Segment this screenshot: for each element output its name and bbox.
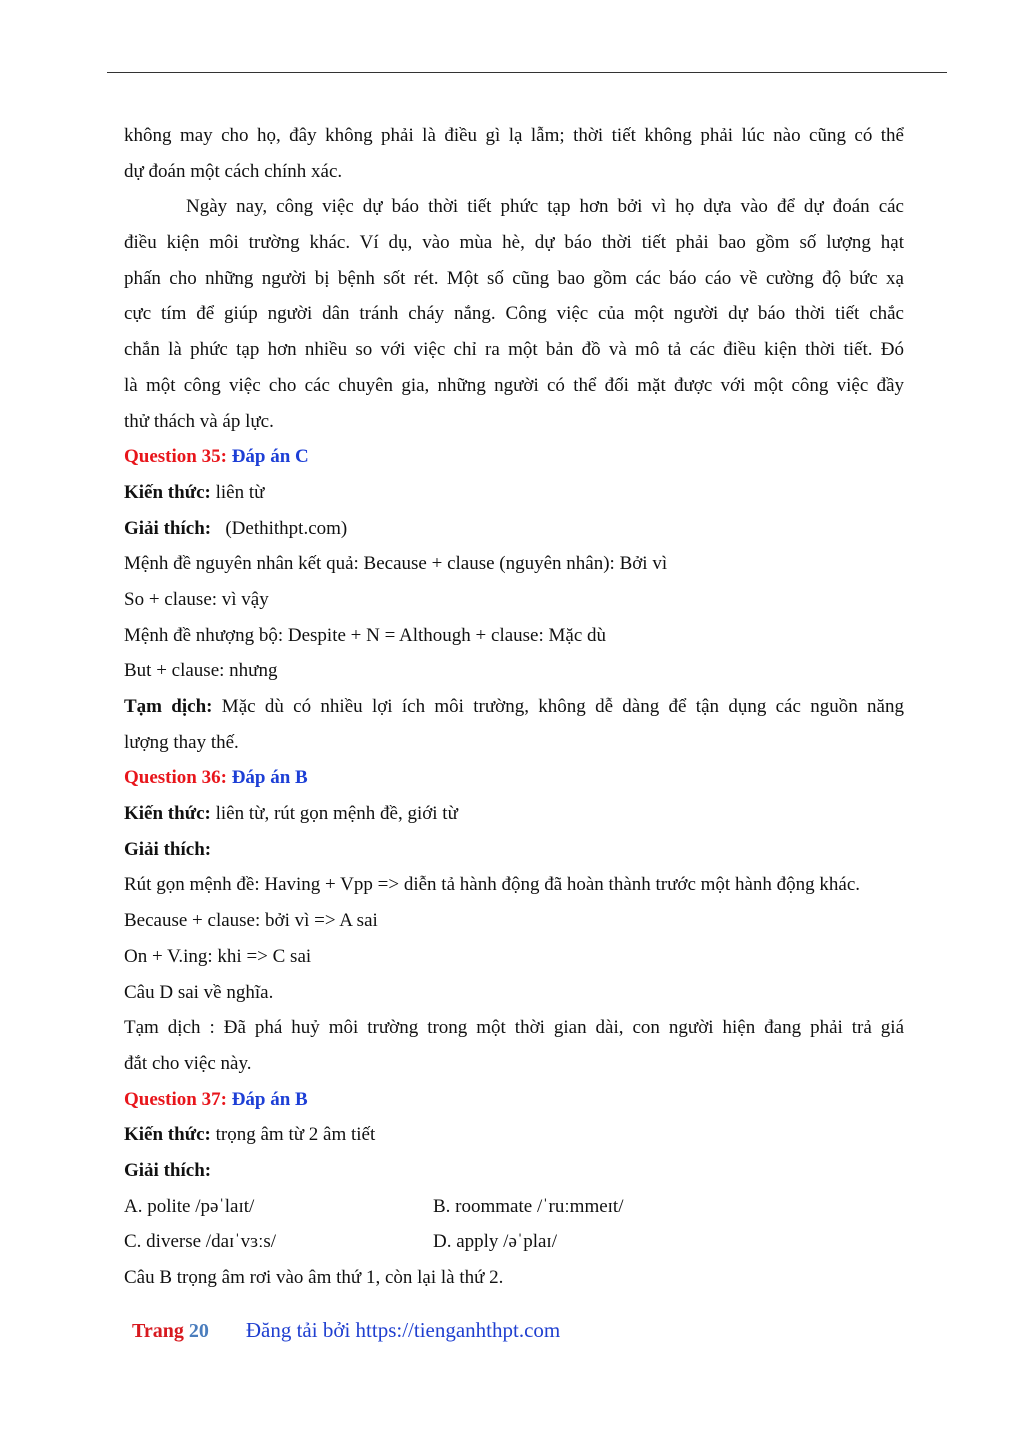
text-line: So + clause: vì vậy	[124, 588, 269, 610]
knowledge-line	[124, 475, 904, 511]
text-line: Mệnh đề nguyên nhân kết quả: Because + clause (nguyên nhân): Bởi vì	[124, 553, 668, 575]
text-line: dự đoán một cách chính xác.	[124, 160, 343, 182]
text-line: Ngày nay, công việc dự báo thời tiết phức tạp hơn bởi vì họ dựa vào để dự đoán các	[186, 196, 904, 218]
page-label: Trang	[132, 1320, 184, 1342]
answer-label: Đáp án B	[231, 767, 308, 789]
knowledge-line	[124, 1117, 904, 1153]
options-row	[124, 1189, 904, 1225]
knowledge-value: liên từ, rút gọn mệnh đề, giới từ	[215, 803, 458, 825]
conclusion-line: Câu B trọng âm rơi vào âm thứ 1, còn lại là thứ 2.	[124, 1267, 504, 1288]
text-line: là một công việc cho các chuyên gia, những người có thể đối mặt được với một công việc đầy	[124, 374, 904, 396]
text-line: But + clause: nhưng	[124, 660, 278, 682]
text-line: Mệnh đề nhượng bộ: Despite + N = Although + clause: Mặc dù	[124, 624, 607, 646]
option-a: A. polite /pəˈlaɪt/	[124, 1195, 255, 1217]
translation-label: Tạm dịch:	[124, 696, 213, 717]
knowledge-label: Kiến thức:	[124, 481, 211, 503]
question-heading-35	[124, 439, 904, 475]
text-line: đắt cho việc này.	[124, 1052, 252, 1074]
knowledge-line	[124, 796, 904, 832]
option-c: C. diverse /daɪˈvɜːs/	[124, 1231, 277, 1253]
explain-line	[124, 832, 904, 868]
explain-note: (Dethithpt.com)	[225, 517, 348, 539]
text-line: Câu D sai về nghĩa.	[124, 981, 274, 1003]
answer-label: Đáp án B	[231, 1088, 308, 1110]
question-label: Question 36:	[124, 767, 227, 789]
uploaded-by-link[interactable]: Đăng tải bởi https://tienganhthpt.com	[245, 1318, 561, 1342]
translation-line	[124, 689, 904, 725]
text-line: phấn cho những người bị bệnh sốt rét. Một số cũng bao gồm các báo cáo về cường độ bức xạ	[124, 267, 904, 289]
knowledge-value: trọng âm từ 2 âm tiết	[215, 1124, 376, 1146]
question-heading-36	[124, 760, 904, 796]
option-b: B. roommate /ˈruːmmeɪt/	[433, 1195, 624, 1217]
text-line: điều kiện môi trường khác. Ví dụ, vào mùa hè, dự báo thời tiết phải bao gồm số lượng hạt	[124, 232, 904, 254]
text-line: chắn là phức tạp hơn nhiều so với việc chỉ ra một bản đồ và mô tả các điều kiện thời tiết. Đó	[124, 339, 904, 361]
knowledge-label: Kiến thức:	[124, 1124, 211, 1146]
question-heading-37	[124, 1082, 904, 1118]
translation-text: Mặc dù có nhiều lợi ích môi trường, không dễ dàng để tận dụng các nguồn năng	[221, 696, 904, 717]
answer-label: Đáp án C	[231, 446, 309, 468]
knowledge-label: Kiến thức:	[124, 803, 211, 825]
explain-line	[124, 511, 904, 547]
options-row	[124, 1224, 904, 1260]
page-body	[124, 118, 904, 1296]
question-label: Question 37:	[124, 1088, 227, 1110]
page-footer	[132, 1312, 560, 1348]
text-line: thử thách và áp lực.	[124, 410, 274, 432]
explain-label: Giải thích:	[124, 517, 212, 539]
text-line: On + V.ing: khi => C sai	[124, 945, 312, 967]
text-line: Because + clause: bởi vì => A sai	[124, 910, 378, 932]
text-line: Tạm dịch : Đã phá huỷ môi trường trong một thời gian dài, con người hiện đang phải trả giá	[124, 1017, 904, 1039]
option-d: D. apply /əˈplaɪ/	[433, 1231, 557, 1253]
header-rule	[107, 72, 947, 73]
text-line: Rút gọn mệnh đề: Having + Vpp => diễn tả hành động đã hoàn thành trước một hành động khác.	[124, 874, 861, 896]
question-label: Question 35:	[124, 446, 227, 468]
explain-line	[124, 1153, 904, 1189]
text-line: cực tím để giúp người dân tránh cháy nắng. Công việc của một người dự báo thời tiết chắc	[124, 303, 904, 325]
explain-label: Giải thích:	[124, 838, 212, 860]
knowledge-value: liên từ	[215, 481, 265, 503]
page-number: 20	[188, 1320, 209, 1342]
text-line: lượng thay thế.	[124, 731, 239, 753]
explain-label: Giải thích:	[124, 1159, 212, 1181]
text-line: không may cho họ, đây không phải là điều gì lạ lẫm; thời tiết không phải lúc nào cũng có thể	[124, 125, 904, 146]
